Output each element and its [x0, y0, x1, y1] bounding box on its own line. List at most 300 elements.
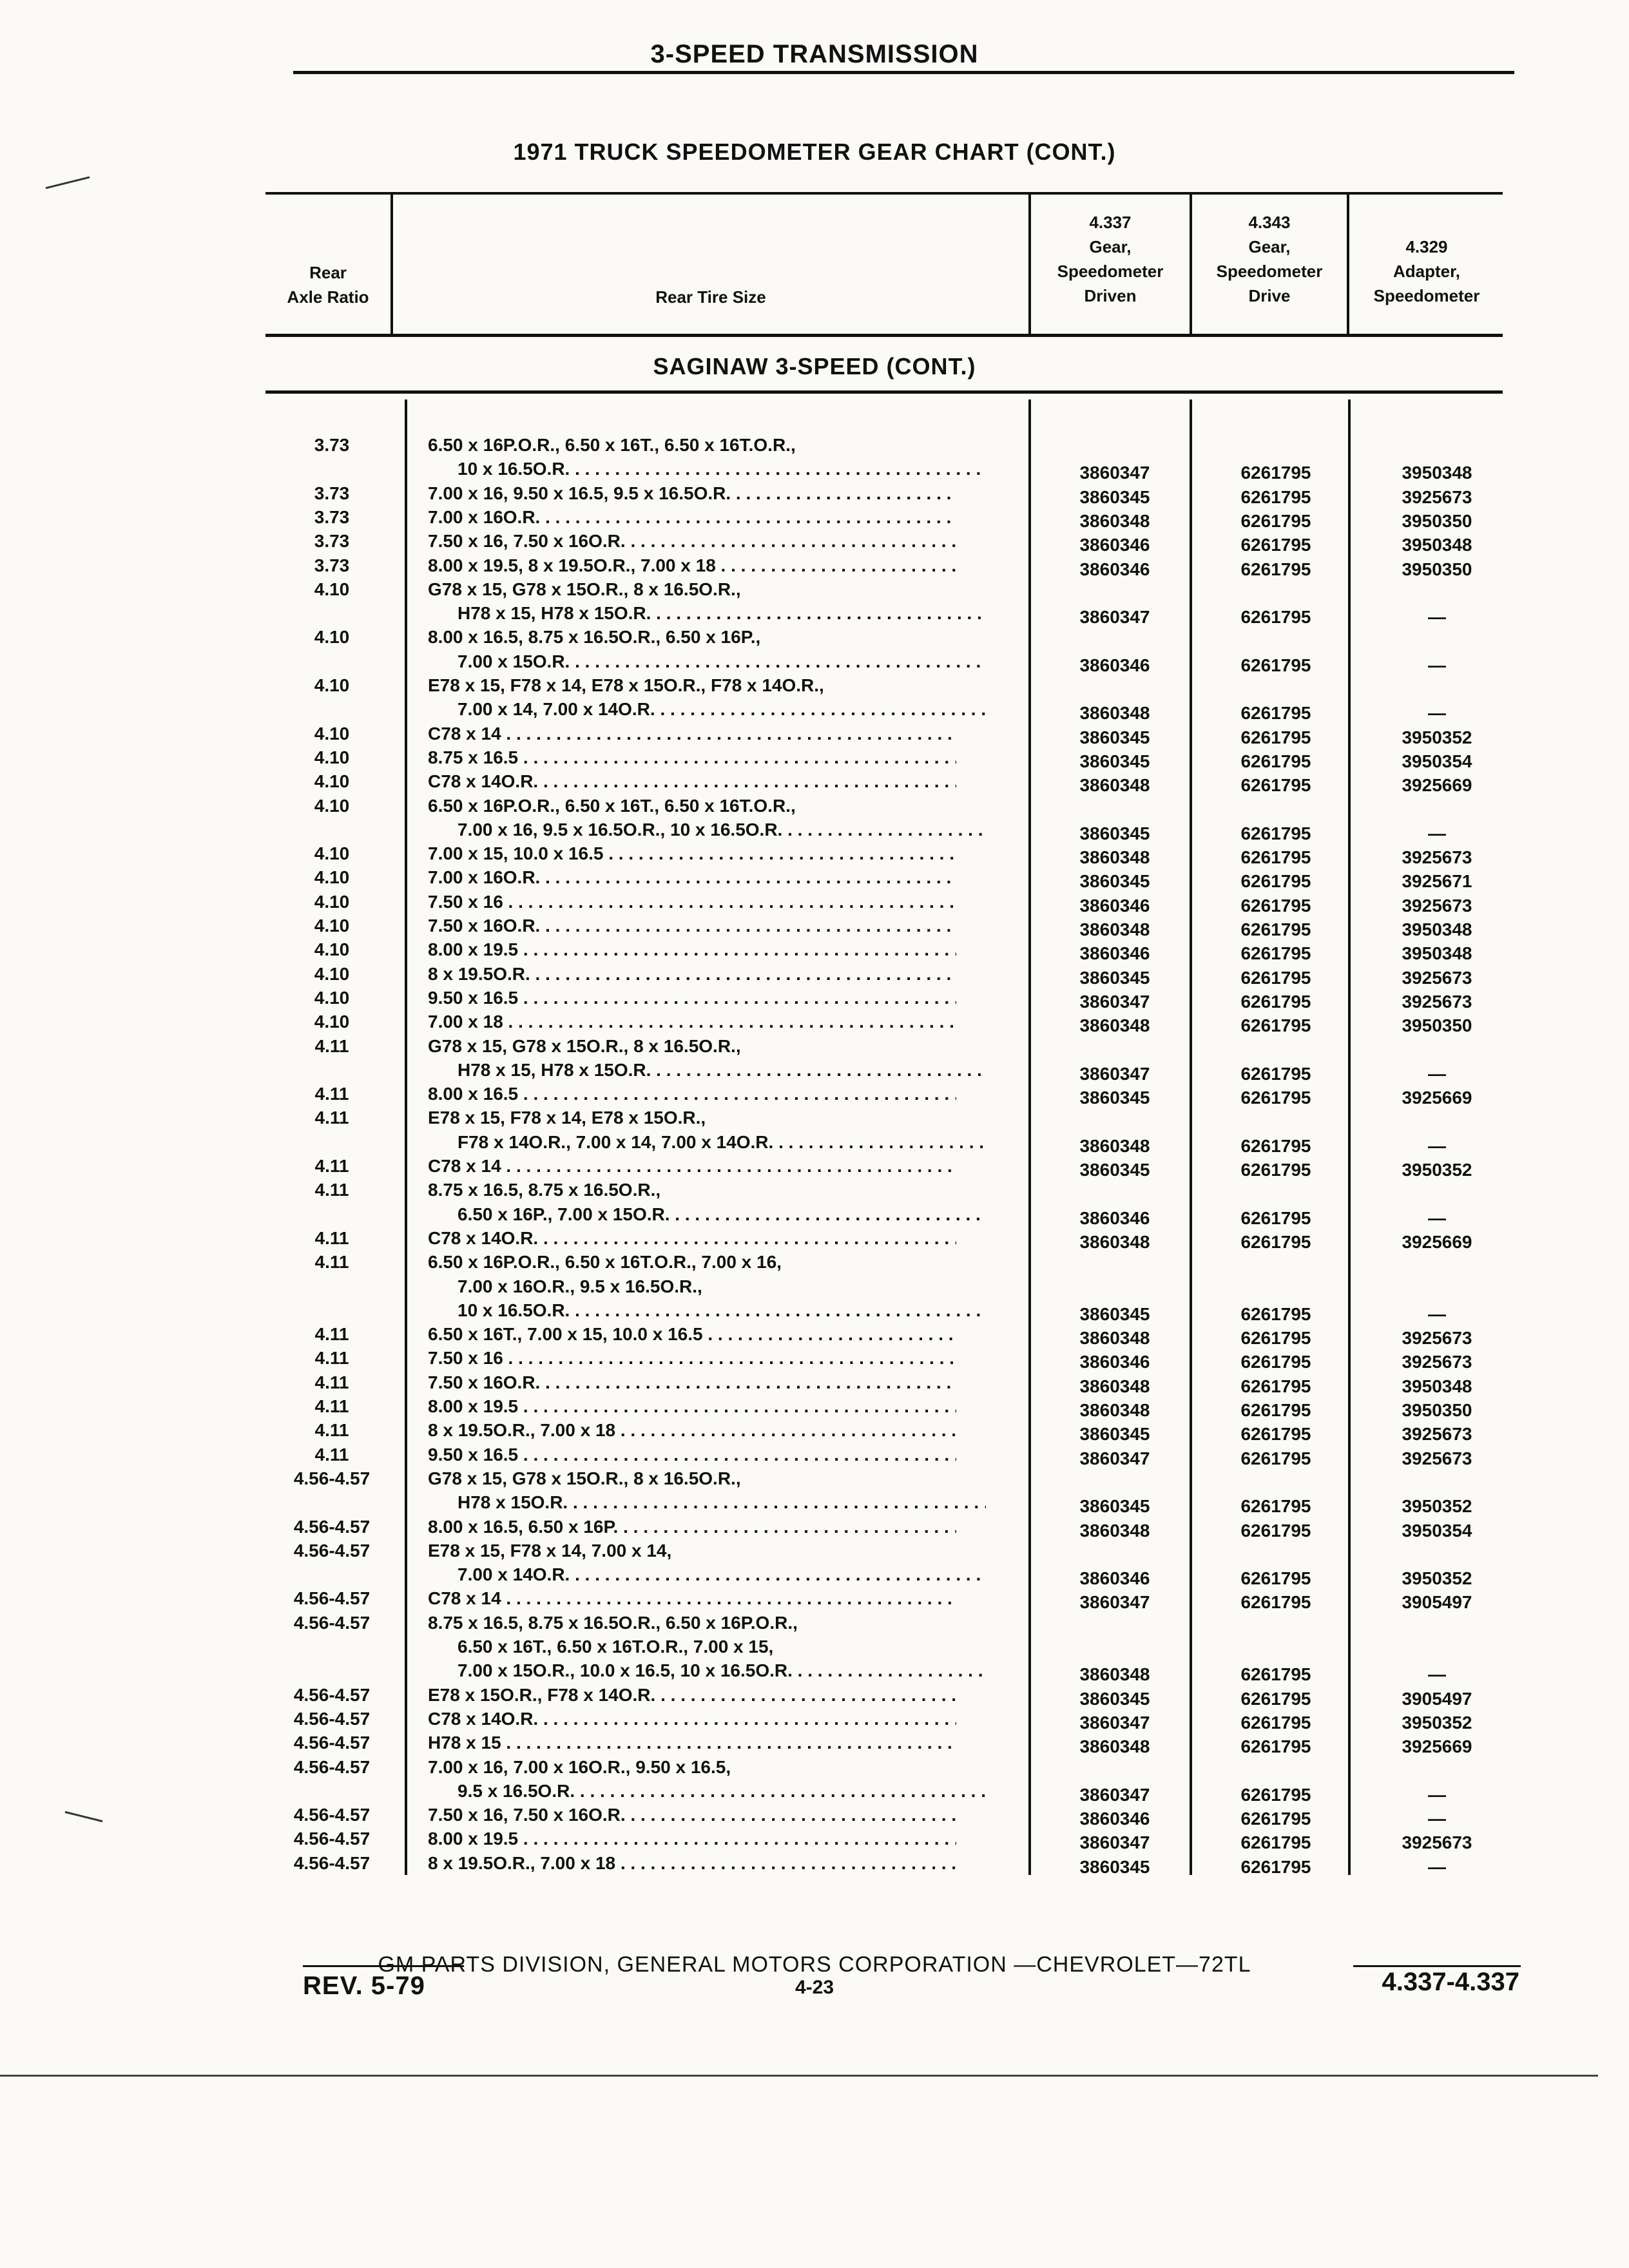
- driven-part-number-cell: 3860346: [1079, 1352, 1150, 1372]
- adapter-part-number-cell: —: [1428, 655, 1446, 675]
- tire-size-line: [428, 1443, 956, 1466]
- column-header-line: Speedometer: [1057, 262, 1164, 281]
- axle-ratio-cell: 4.56-4.57: [293, 1612, 371, 1633]
- adapter-part-number-cell: 3950350: [1402, 559, 1472, 579]
- tire-size-text: E78 x 15, F78 x 14, E78 x 15O.R., F78 x 14O.R.,: [428, 675, 824, 695]
- adapter-part-number-cell: 3925673: [1402, 1448, 1472, 1468]
- driven-part-number-cell: 3860346: [1079, 943, 1150, 964]
- tire-size-text: 7.00 x 16O.R. . . .: [428, 507, 956, 527]
- tire-size-text: C78 x 14O.R. . . .: [428, 771, 956, 791]
- tire-size-line: [428, 1323, 956, 1346]
- tire-size-text: 6.50 x 16T., 6.50 x 16T.O.R., 7.00 x 15,: [458, 1637, 774, 1657]
- tire-size-line: [458, 457, 986, 481]
- axle-ratio-cell: 4.10: [314, 795, 350, 816]
- drive-part-number-cell: 6261795: [1240, 823, 1311, 843]
- tire-size-line: [458, 1659, 986, 1682]
- driven-part-number-cell: 3860345: [1079, 1856, 1150, 1877]
- adapter-part-number-cell: 3925669: [1402, 775, 1472, 796]
- driven-part-number-cell: 3860346: [1079, 1568, 1150, 1589]
- axle-ratio-cell: 4.10: [314, 963, 350, 984]
- adapter-part-number-cell: 3925669: [1402, 1088, 1472, 1108]
- column-header-line: Drive: [1248, 286, 1291, 305]
- tire-size-text: 7.50 x 16 . . .: [428, 892, 956, 912]
- tire-size-text: 8.75 x 16.5 . . .: [428, 747, 956, 767]
- tire-size-line: [458, 1635, 986, 1658]
- tire-size-text: G78 x 15, G78 x 15O.R., 8 x 16.5O.R.,: [428, 579, 741, 599]
- tire-size-text: 8.75 x 16.5, 8.75 x 16.5O.R., 6.50 x 16P.O.R.,: [428, 1612, 798, 1633]
- column-header-line: Speedometer: [1373, 286, 1480, 305]
- tire-size-text: C78 x 14O.R. . . .: [428, 1709, 956, 1729]
- tire-size-line: [458, 602, 986, 625]
- tire-size-text: 7.50 x 16, 7.50 x 16O.R. . . .: [428, 531, 956, 551]
- adapter-part-number-cell: 3950348: [1402, 919, 1472, 939]
- drive-part-number-cell: 6261795: [1240, 751, 1311, 771]
- adapter-part-number-cell: 3950348: [1402, 943, 1472, 964]
- tire-size-text: 8 x 19.5O.R., 7.00 x 18 . . .: [428, 1853, 956, 1873]
- tire-size-line: [428, 1684, 956, 1707]
- drive-part-number-cell: 6261795: [1240, 1712, 1311, 1733]
- column-header-line: Gear,: [1089, 237, 1132, 256]
- tire-size-text: 7.00 x 14O.R. . . .: [458, 1564, 986, 1584]
- tire-size-line: [428, 554, 956, 577]
- drive-part-number-cell: 6261795: [1240, 919, 1311, 939]
- chart-title: 1971 TRUCK SPEEDOMETER GEAR CHART (CONT.): [513, 139, 1116, 165]
- tire-size-text: 6.50 x 16T., 7.00 x 15, 10.0 x 16.5 . . .: [428, 1324, 956, 1344]
- axle-ratio-cell: 4.56-4.57: [293, 1684, 371, 1705]
- driven-part-number-cell: 3860345: [1079, 1303, 1150, 1324]
- tire-size-text: H78 x 15 . . .: [428, 1733, 956, 1753]
- axle-ratio-cell: 4.56-4.57: [293, 1708, 371, 1729]
- drive-part-number-cell: 6261795: [1240, 1496, 1311, 1517]
- driven-part-number-cell: 3860347: [1079, 463, 1150, 483]
- page-code: 4.337-4.337: [1382, 1968, 1519, 1996]
- axle-ratio-cell: 4.11: [314, 1420, 349, 1441]
- axle-ratio-cell: 3.73: [314, 531, 350, 552]
- tire-size-line: [428, 1419, 956, 1442]
- axle-ratio-cell: 4.11: [314, 1444, 349, 1465]
- tire-size-line: [428, 1178, 956, 1202]
- axle-ratio-cell: 4.11: [314, 1227, 349, 1248]
- tire-size-line: [428, 1106, 956, 1129]
- drive-part-number-cell: 6261795: [1240, 727, 1311, 747]
- section-title: SAGINAW 3-SPEED (CONT.): [653, 353, 976, 380]
- adapter-part-number-cell: —: [1428, 1809, 1446, 1829]
- axle-ratio-cell: 4.11: [314, 1156, 349, 1176]
- driven-part-number-cell: 3860346: [1079, 1207, 1150, 1228]
- driven-part-number-cell: 3860345: [1079, 967, 1150, 988]
- tire-size-line: [428, 842, 956, 865]
- column-header-rear-tire-size: Rear Tire Size: [655, 287, 766, 307]
- column-header-line: 4.329: [1405, 237, 1448, 256]
- axle-ratio-cell: 4.10: [314, 675, 350, 695]
- driven-part-number-cell: 3860348: [1079, 1664, 1150, 1685]
- axle-ratio-cell: 4.10: [314, 747, 350, 767]
- page-number: 4-23: [795, 1977, 834, 1998]
- adapter-part-number-cell: —: [1428, 823, 1446, 843]
- axle-ratio-cell: 4.10: [314, 1012, 350, 1032]
- tire-size-line: [428, 938, 956, 961]
- column-header-line: Rear: [309, 263, 347, 282]
- axle-ratio-cell: 4.56-4.57: [293, 1516, 371, 1537]
- tire-size-text: 7.00 x 14, 7.00 x 14O.R. . . .: [458, 699, 986, 719]
- adapter-part-number-cell: 3950350: [1402, 1400, 1472, 1420]
- driven-part-number-cell: 3860348: [1079, 1376, 1150, 1396]
- adapter-part-number-cell: —: [1428, 1664, 1446, 1685]
- tire-size-line: [428, 1035, 956, 1058]
- drive-part-number-cell: 6261795: [1240, 967, 1311, 988]
- drive-part-number-cell: 6261795: [1240, 559, 1311, 579]
- adapter-part-number-cell: 3950352: [1402, 727, 1472, 747]
- tire-size-line: [428, 1803, 956, 1827]
- driven-part-number-cell: 3860348: [1079, 1736, 1150, 1757]
- drive-part-number-cell: 6261795: [1240, 1736, 1311, 1757]
- drive-part-number-cell: 6261795: [1240, 943, 1311, 964]
- tire-size-line: [458, 1491, 986, 1514]
- tire-size-text: 8.00 x 16.5 . . .: [428, 1084, 956, 1104]
- drive-part-number-cell: 6261795: [1240, 1376, 1311, 1396]
- axle-ratio-cell: 4.10: [314, 579, 350, 599]
- adapter-part-number-cell: 3925673: [1402, 1328, 1472, 1349]
- driven-part-number-cell: 3860348: [1079, 1135, 1150, 1156]
- tire-size-text: F78 x 14O.R., 7.00 x 14, 7.00 x 14O.R. . . .: [458, 1132, 986, 1152]
- column-header-line: Speedometer: [1216, 262, 1323, 281]
- axle-ratio-cell: 4.11: [314, 1180, 349, 1200]
- adapter-part-number-cell: —: [1428, 1784, 1446, 1805]
- tire-size-line: [428, 530, 956, 553]
- driven-part-number-cell: 3860345: [1079, 823, 1150, 843]
- drive-part-number-cell: 6261795: [1240, 1231, 1311, 1252]
- tire-size-text: 8 x 19.5O.R., 7.00 x 18 . . .: [428, 1420, 956, 1440]
- adapter-part-number-cell: 3925671: [1402, 871, 1472, 892]
- driven-part-number-cell: 3860348: [1079, 703, 1150, 724]
- tire-size-line: [428, 578, 956, 601]
- tire-size-line: [458, 1131, 986, 1154]
- tire-size-line: [428, 722, 956, 745]
- tire-size-line: [428, 626, 956, 649]
- tire-size-line: [458, 698, 986, 721]
- axle-ratio-cell: 4.10: [314, 891, 350, 912]
- drive-part-number-cell: 6261795: [1240, 607, 1311, 628]
- tire-size-text: 7.00 x 15O.R. . . .: [458, 651, 986, 671]
- driven-part-number-cell: 3860347: [1079, 1592, 1150, 1613]
- axle-ratio-cell: 4.11: [314, 1372, 349, 1392]
- tire-size-line: [458, 1563, 986, 1586]
- tire-size-text: 8.00 x 16.5, 6.50 x 16P. . . .: [428, 1517, 956, 1537]
- adapter-part-number-cell: 3925673: [1402, 895, 1472, 916]
- axle-ratio-cell: 3.73: [314, 435, 350, 455]
- tire-size-line: [428, 1467, 956, 1490]
- driven-part-number-cell: 3860346: [1079, 895, 1150, 916]
- adapter-part-number-cell: —: [1428, 1856, 1446, 1877]
- column-header-line: Adapter,: [1393, 262, 1461, 281]
- tire-size-text: C78 x 14 . . .: [428, 724, 956, 744]
- axle-ratio-cell: 4.10: [314, 987, 350, 1008]
- axle-ratio-cell: 4.11: [314, 1035, 349, 1056]
- tire-size-line: [458, 650, 986, 673]
- tire-size-text: H78 x 15, H78 x 15O.R. . . .: [458, 603, 986, 623]
- drive-part-number-cell: 6261795: [1240, 1424, 1311, 1445]
- tire-size-text: 8.00 x 19.5, 8 x 19.5O.R., 7.00 x 18 . . .: [428, 555, 956, 575]
- tire-size-text: 7.00 x 18 . . .: [428, 1012, 956, 1032]
- drive-part-number-cell: 6261795: [1240, 1063, 1311, 1084]
- driven-part-number-cell: 3860347: [1079, 1448, 1150, 1468]
- tire-size-line: [428, 1587, 956, 1610]
- tire-size-line: [428, 770, 956, 793]
- tire-size-line: [428, 1731, 956, 1754]
- driven-part-number-cell: 3860348: [1079, 775, 1150, 796]
- drive-part-number-cell: 6261795: [1240, 1448, 1311, 1468]
- adapter-part-number-cell: 3925669: [1402, 1231, 1472, 1252]
- tire-size-line: [428, 482, 956, 505]
- drive-part-number-cell: 6261795: [1240, 1592, 1311, 1613]
- drive-part-number-cell: 6261795: [1240, 775, 1311, 796]
- adapter-part-number-cell: 3950350: [1402, 510, 1472, 531]
- driven-part-number-cell: 3860348: [1079, 1015, 1150, 1036]
- drive-part-number-cell: 6261795: [1240, 1088, 1311, 1108]
- driven-part-number-cell: 3860345: [1079, 871, 1150, 892]
- tire-size-text: E78 x 15O.R., F78 x 14O.R. . . .: [428, 1685, 956, 1705]
- tire-size-line: [458, 1780, 986, 1803]
- drive-part-number-cell: 6261795: [1240, 1207, 1311, 1228]
- tire-size-line: [428, 866, 956, 889]
- axle-ratio-cell: 4.10: [314, 843, 350, 864]
- tire-size-line: [428, 1827, 956, 1850]
- tire-size-text: 6.50 x 16P.O.R., 6.50 x 16T.O.R., 7.00 x 16,: [428, 1252, 782, 1273]
- driven-part-number-cell: 3860347: [1079, 1832, 1150, 1853]
- tire-size-text: 7.00 x 16, 9.50 x 16.5, 9.5 x 16.5O.R. . . .: [428, 483, 956, 503]
- axle-ratio-cell: 4.11: [314, 1252, 349, 1273]
- tire-size-line: [458, 1059, 986, 1082]
- tire-size-text: 7.50 x 16 . . .: [428, 1348, 956, 1368]
- tire-size-text: 6.50 x 16P.O.R., 6.50 x 16T., 6.50 x 16T.O.R.,: [428, 795, 796, 816]
- tire-size-line: [428, 890, 956, 914]
- driven-part-number-cell: 3860347: [1079, 1063, 1150, 1084]
- driven-part-number-cell: 3860346: [1079, 655, 1150, 675]
- driven-part-number-cell: 3860345: [1079, 1496, 1150, 1517]
- tire-size-text: 7.50 x 16O.R. . . .: [428, 1372, 956, 1392]
- adapter-part-number-cell: —: [1428, 1063, 1446, 1084]
- tire-size-line: [428, 1395, 956, 1418]
- adapter-part-number-cell: 3950348: [1402, 1376, 1472, 1396]
- driven-part-number-cell: 3860345: [1079, 1424, 1150, 1445]
- tire-size-text: 8.75 x 16.5, 8.75 x 16.5O.R.,: [428, 1180, 661, 1200]
- drive-part-number-cell: 6261795: [1240, 1568, 1311, 1589]
- adapter-part-number-cell: 3925673: [1402, 847, 1472, 868]
- tire-size-line: [428, 1852, 956, 1875]
- tire-size-line: [428, 506, 956, 529]
- tire-size-text: 7.00 x 16, 9.5 x 16.5O.R., 10 x 16.5O.R. . . .: [458, 820, 986, 840]
- driven-part-number-cell: 3860347: [1079, 991, 1150, 1012]
- tire-size-text: 9.5 x 16.5O.R. . . .: [458, 1781, 986, 1801]
- tire-size-line: [428, 794, 956, 818]
- tire-size-text: G78 x 15, G78 x 15O.R., 8 x 16.5O.R.,: [428, 1468, 741, 1488]
- adapter-part-number-cell: —: [1428, 1207, 1446, 1228]
- adapter-part-number-cell: 3925669: [1402, 1736, 1472, 1757]
- drive-part-number-cell: 6261795: [1240, 535, 1311, 555]
- driven-part-number-cell: 3860346: [1079, 535, 1150, 555]
- page-header-title: 3-SPEED TRANSMISSION: [650, 40, 979, 68]
- tire-size-text: 7.50 x 16O.R. . . .: [428, 916, 956, 936]
- tire-size-line: [428, 963, 956, 986]
- axle-ratio-cell: 4.56-4.57: [293, 1540, 371, 1561]
- drive-part-number-cell: 6261795: [1240, 847, 1311, 868]
- driven-part-number-cell: 3860345: [1079, 727, 1150, 747]
- driven-part-number-cell: 3860347: [1079, 607, 1150, 628]
- tire-size-text: 7.00 x 16, 7.00 x 16O.R., 9.50 x 16.5,: [428, 1756, 731, 1777]
- adapter-part-number-cell: 3950348: [1402, 463, 1472, 483]
- drive-part-number-cell: 6261795: [1240, 1400, 1311, 1420]
- axle-ratio-cell: 4.56-4.57: [293, 1852, 371, 1873]
- drive-part-number-cell: 6261795: [1240, 895, 1311, 916]
- tire-size-text: 9.50 x 16.5 . . .: [428, 1445, 956, 1465]
- tire-size-text: H78 x 15, H78 x 15O.R. . . .: [458, 1060, 986, 1080]
- tire-size-line: [428, 674, 956, 697]
- column-header-line: Gear,: [1248, 237, 1291, 256]
- drive-part-number-cell: 6261795: [1240, 1328, 1311, 1349]
- tire-size-line: [428, 1371, 956, 1394]
- tire-size-line: [428, 1539, 956, 1562]
- tire-size-text: 10 x 16.5O.R. . . .: [458, 1300, 986, 1320]
- axle-ratio-cell: 4.10: [314, 867, 350, 888]
- tire-size-text: 7.00 x 16O.R., 9.5 x 16.5O.R.,: [458, 1276, 702, 1296]
- column-header-line: Driven: [1084, 286, 1137, 305]
- tire-size-text: 7.00 x 16O.R. . . .: [428, 867, 956, 887]
- adapter-part-number-cell: 3950352: [1402, 1160, 1472, 1180]
- adapter-part-number-cell: 3905497: [1402, 1688, 1472, 1709]
- tire-size-text: 8 x 19.5O.R. . . .: [428, 964, 956, 984]
- tire-size-line: [428, 1611, 956, 1635]
- driven-part-number-cell: 3860345: [1079, 1688, 1150, 1709]
- tire-size-line: [428, 914, 956, 937]
- tire-size-text: 7.50 x 16, 7.50 x 16O.R. . . .: [428, 1805, 956, 1825]
- driven-part-number-cell: 3860348: [1079, 1400, 1150, 1420]
- driven-part-number-cell: 3860347: [1079, 1784, 1150, 1805]
- driven-part-number-cell: 3860346: [1079, 1809, 1150, 1829]
- bottom-scan-line: [0, 2075, 1598, 2077]
- axle-ratio-cell: 4.10: [314, 627, 350, 648]
- tire-size-text: G78 x 15, G78 x 15O.R., 8 x 16.5O.R.,: [428, 1035, 741, 1056]
- tire-size-line: [458, 1275, 986, 1298]
- drive-part-number-cell: 6261795: [1240, 1015, 1311, 1036]
- adapter-part-number-cell: 3950354: [1402, 751, 1472, 771]
- driven-part-number-cell: 3860348: [1079, 1231, 1150, 1252]
- driven-part-number-cell: 3860345: [1079, 1160, 1150, 1180]
- driven-part-number-cell: 3860347: [1079, 1712, 1150, 1733]
- driven-part-number-cell: 3860345: [1079, 1088, 1150, 1108]
- tire-size-line: [458, 818, 986, 841]
- drive-part-number-cell: 6261795: [1240, 1856, 1311, 1877]
- tire-size-text: 7.00 x 15O.R., 10.0 x 16.5, 10 x 16.5O.R. . . .: [458, 1660, 986, 1680]
- adapter-part-number-cell: 3950354: [1402, 1520, 1472, 1541]
- tire-size-line: [428, 1227, 956, 1250]
- tire-size-text: 9.50 x 16.5 . . .: [428, 988, 956, 1008]
- drive-part-number-cell: 6261795: [1240, 1520, 1311, 1541]
- drive-part-number-cell: 6261795: [1240, 1832, 1311, 1853]
- drive-part-number-cell: 6261795: [1240, 1784, 1311, 1805]
- axle-ratio-cell: 4.11: [314, 1108, 349, 1128]
- adapter-part-number-cell: 3905497: [1402, 1592, 1472, 1613]
- tire-size-line: [428, 1347, 956, 1370]
- adapter-part-number-cell: 3950352: [1402, 1568, 1472, 1589]
- axle-ratio-cell: 4.11: [314, 1324, 349, 1345]
- driven-part-number-cell: 3860348: [1079, 847, 1150, 868]
- tire-size-line: [428, 1707, 956, 1731]
- tire-size-line: [458, 1299, 986, 1322]
- adapter-part-number-cell: 3925673: [1402, 1424, 1472, 1445]
- axle-ratio-cell: 3.73: [314, 506, 350, 527]
- drive-part-number-cell: 6261795: [1240, 991, 1311, 1012]
- drive-part-number-cell: 6261795: [1240, 463, 1311, 483]
- drive-part-number-cell: 6261795: [1240, 1303, 1311, 1324]
- column-header-line: 4.337: [1089, 213, 1132, 232]
- drive-part-number-cell: 6261795: [1240, 655, 1311, 675]
- tire-size-text: 8.00 x 19.5 . . .: [428, 939, 956, 959]
- tire-size-line: [428, 1082, 956, 1106]
- axle-ratio-cell: 4.10: [314, 771, 350, 792]
- tire-size-text: E78 x 15, F78 x 14, E78 x 15O.R.,: [428, 1108, 706, 1128]
- tire-size-line: [428, 1010, 956, 1033]
- adapter-part-number-cell: —: [1428, 1135, 1446, 1156]
- column-header-line: 4.343: [1248, 213, 1291, 232]
- tire-size-line: [428, 1515, 956, 1539]
- axle-ratio-cell: 4.11: [314, 1084, 349, 1104]
- axle-ratio-cell: 4.10: [314, 723, 350, 744]
- axle-ratio-cell: 4.11: [314, 1396, 349, 1416]
- driven-part-number-cell: 3860345: [1079, 486, 1150, 507]
- tire-size-text: 8.00 x 19.5 . . .: [428, 1829, 956, 1849]
- drive-part-number-cell: 6261795: [1240, 703, 1311, 724]
- drive-part-number-cell: 6261795: [1240, 871, 1311, 892]
- tire-size-text: C78 x 14 . . .: [428, 1156, 956, 1176]
- axle-ratio-cell: 4.56-4.57: [293, 1733, 371, 1753]
- tire-size-text: 8.00 x 19.5 . . .: [428, 1396, 956, 1416]
- axle-ratio-cell: 4.56-4.57: [293, 1468, 371, 1488]
- driven-part-number-cell: 3860348: [1079, 510, 1150, 531]
- footer-division: GM PARTS DIVISION, GENERAL MOTORS CORPORATION —CHEVROLET—72TL: [378, 1952, 1251, 1977]
- adapter-part-number-cell: 3925673: [1402, 486, 1472, 507]
- axle-ratio-cell: 4.56-4.57: [293, 1805, 371, 1825]
- adapter-part-number-cell: —: [1428, 607, 1446, 628]
- tire-size-line: [428, 746, 956, 769]
- adapter-part-number-cell: 3950350: [1402, 1015, 1472, 1036]
- tire-size-text: 7.00 x 15, 10.0 x 16.5 . . .: [428, 843, 956, 863]
- tire-size-text: E78 x 15, F78 x 14, 7.00 x 14,: [428, 1540, 672, 1561]
- drive-part-number-cell: 6261795: [1240, 1135, 1311, 1156]
- driven-part-number-cell: 3860348: [1079, 1520, 1150, 1541]
- adapter-part-number-cell: —: [1428, 703, 1446, 724]
- tire-size-text: C78 x 14 . . .: [428, 1588, 956, 1608]
- tire-size-text: 6.50 x 16P.O.R., 6.50 x 16T., 6.50 x 16T.O.R.,: [428, 435, 796, 455]
- adapter-part-number-cell: 3925673: [1402, 991, 1472, 1012]
- adapter-part-number-cell: 3925673: [1402, 1352, 1472, 1372]
- adapter-part-number-cell: —: [1428, 1303, 1446, 1324]
- driven-part-number-cell: 3860345: [1079, 751, 1150, 771]
- axle-ratio-cell: 3.73: [314, 483, 350, 503]
- revision-label: REV. 5-79: [303, 1972, 425, 2000]
- axle-ratio-cell: 4.56-4.57: [293, 1756, 371, 1777]
- drive-part-number-cell: 6261795: [1240, 510, 1311, 531]
- tire-size-line: [428, 434, 956, 457]
- drive-part-number-cell: 6261795: [1240, 1809, 1311, 1829]
- drive-part-number-cell: 6261795: [1240, 486, 1311, 507]
- adapter-part-number-cell: 3925673: [1402, 1832, 1472, 1853]
- tire-size-text: 8.00 x 16.5, 8.75 x 16.5O.R., 6.50 x 16P.,: [428, 627, 761, 648]
- drive-part-number-cell: 6261795: [1240, 1160, 1311, 1180]
- tire-size-text: 10 x 16.5O.R. . . .: [458, 459, 986, 479]
- tire-size-text: H78 x 15O.R. . . .: [458, 1492, 986, 1512]
- tire-size-line: [428, 1251, 956, 1274]
- axle-ratio-cell: 4.10: [314, 939, 350, 960]
